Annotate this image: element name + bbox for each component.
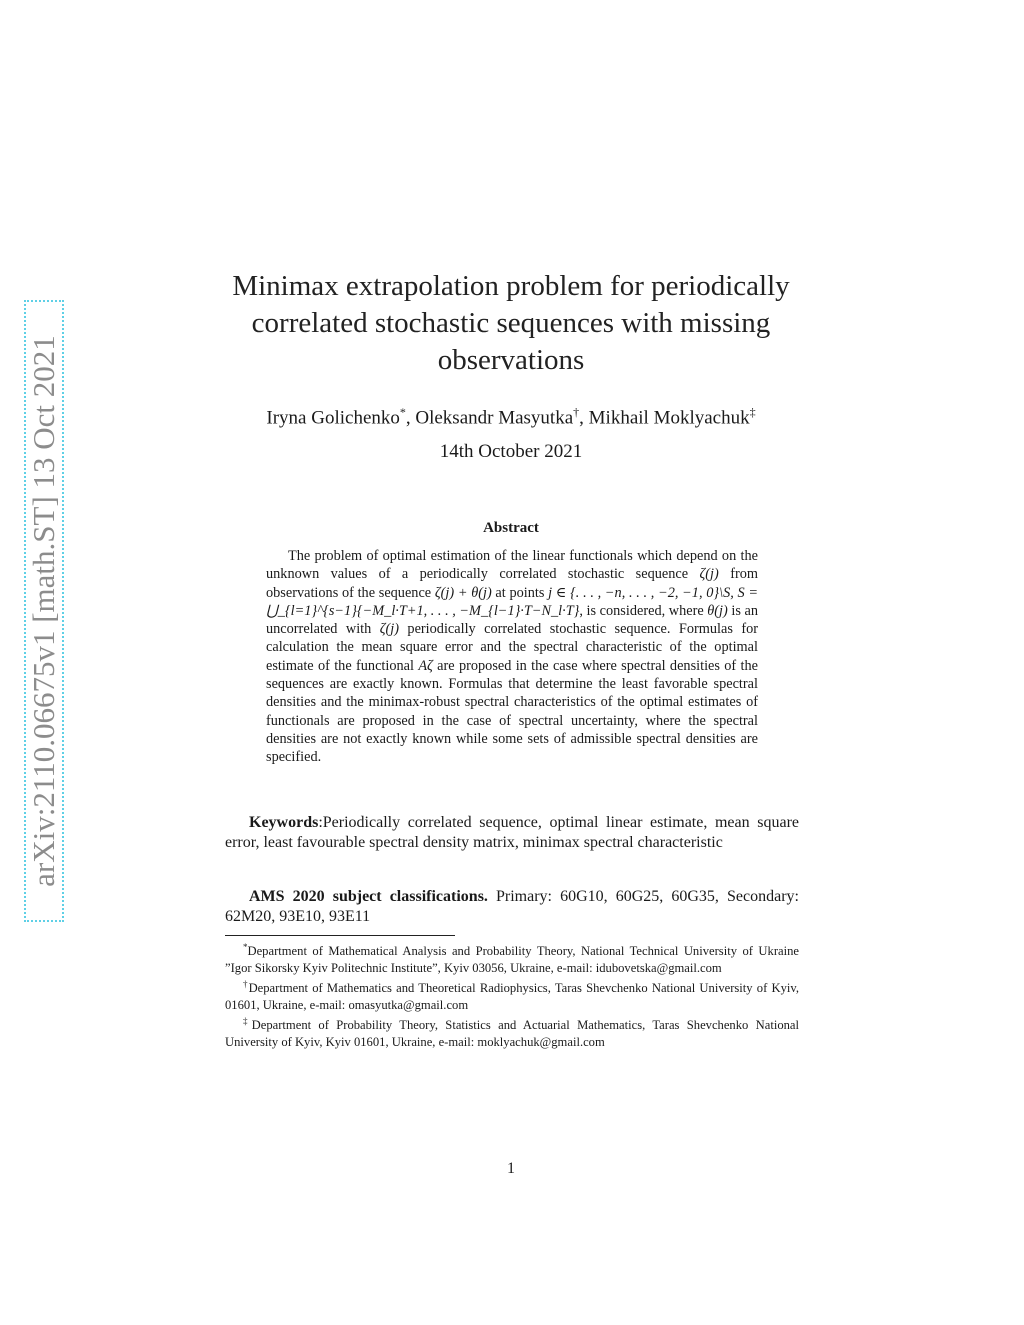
- page-number: 1: [507, 1160, 515, 1177]
- abstract-text: [266, 547, 758, 767]
- math-inline: ζ(j) + θ(j): [434, 584, 492, 601]
- footnote-mark: †: [243, 979, 249, 989]
- footnote-mark: *: [243, 942, 248, 952]
- author-name: Mikhail Moklyachuk: [588, 407, 750, 429]
- author-footnote-mark[interactable]: †: [573, 405, 580, 419]
- author-name: Oleksandr Masyutka: [415, 407, 574, 429]
- footnote-text: Department of Mathematics and Theoretical Radiophysics, Taras Shevchenko National University of Kyiv, 01601, Ukraine, e-mail: omasyutka@gmail.com: [225, 981, 800, 1012]
- paper-title: Minimax extrapolation problem for periodically correlated stochastic sequences with missing observations: [232, 270, 790, 376]
- math-inline: θ(j): [707, 602, 728, 619]
- abstract-heading: Abstract: [483, 520, 539, 536]
- ams-classification: [225, 887, 799, 927]
- ams-label: AMS 2020 subject classifications.: [249, 888, 488, 905]
- author-name: Iryna Golichenko: [266, 407, 400, 429]
- footnotes: [225, 939, 799, 1050]
- abstract-fragment: are proposed in the case where spectral densities of the sequences are exactly known. Formulas that determine the least favorable spectral densities and the minimax-robust spectral characteristics of the optimal estimates of functionals are proposed in the case of spectral uncertainty, where the spectral densities are not exactly known while some sets of admissible spectral densities are specified.: [266, 657, 758, 766]
- footnote-divider: [225, 935, 455, 936]
- math-inline: ζ(j): [379, 621, 399, 638]
- abstract-fragment: periodically correlated stochastic sequence. Formulas for calculation the mean square error and the spectral characteristic of the optimal estimate of the functional: [266, 621, 758, 674]
- footnote-affiliation: [225, 976, 799, 1013]
- paper-date: 14th October 2021: [439, 441, 583, 462]
- author-footnote-mark[interactable]: *: [399, 405, 406, 419]
- abstract-fragment: is an uncorrelated with: [266, 602, 758, 638]
- footnote-mark: ‡: [243, 1016, 252, 1026]
- abstract-fragment: at points: [491, 584, 549, 601]
- author-footnote-mark[interactable]: ‡: [749, 405, 756, 419]
- abstract-fragment: from observations of the sequence: [266, 566, 758, 601]
- arxiv-identifier[interactable]: arXiv:2110.06675v1 [math.ST] 13 Oct 2021: [26, 335, 61, 887]
- keywords-text: :Periodically correlated sequence, optimal linear estimate, mean square error, least favourable spectral density matrix, minimax spectral characteristic: [225, 814, 799, 851]
- footnote-affiliation: [225, 939, 799, 976]
- ams-codes: Primary: 60G10, 60G25, 60G35, Secondary: 62M20, 93E10, 93E11: [225, 888, 799, 925]
- footnote-affiliation: [225, 1013, 799, 1050]
- footnote-text: Department of Mathematical Analysis and Probability Theory, National Technical University of Ukraine ”Igor Sikorsky Kyiv Politechnic Institute”, Kyiv 03056, Ukraine, e-mail: idubovetska@gmail.com: [225, 944, 799, 975]
- footnote-text: Department of Probability Theory, Statistics and Actuarial Mathematics, Taras Shevchenko National University of Kyiv, Kyiv 01601, Ukraine, e-mail: moklyachuk@gmail.com: [225, 1018, 800, 1049]
- math-inline: Aζ: [418, 657, 433, 674]
- keywords-label: Keywords: [249, 814, 319, 831]
- keywords-section: [225, 813, 799, 853]
- author-list: Iryna Golichenko*, Oleksandr Masyutka†, Mikhail Moklyachuk‡: [266, 405, 756, 429]
- math-inline: ζ(j): [699, 566, 719, 583]
- math-inline: j ∈ {. . . , −n, . . . , −2, −1, 0}\S, S = ⋃_{l=1}^{s−1}{−M_l·T+1, . . . , −M_{l−1}·T−N_l·T}: [266, 584, 758, 619]
- abstract-fragment: The problem of optimal estimation of the linear functionals which depend on the unknown values of a periodically correlated stochastic sequence: [266, 548, 758, 583]
- abstract-fragment: , is considered, where: [579, 602, 708, 619]
